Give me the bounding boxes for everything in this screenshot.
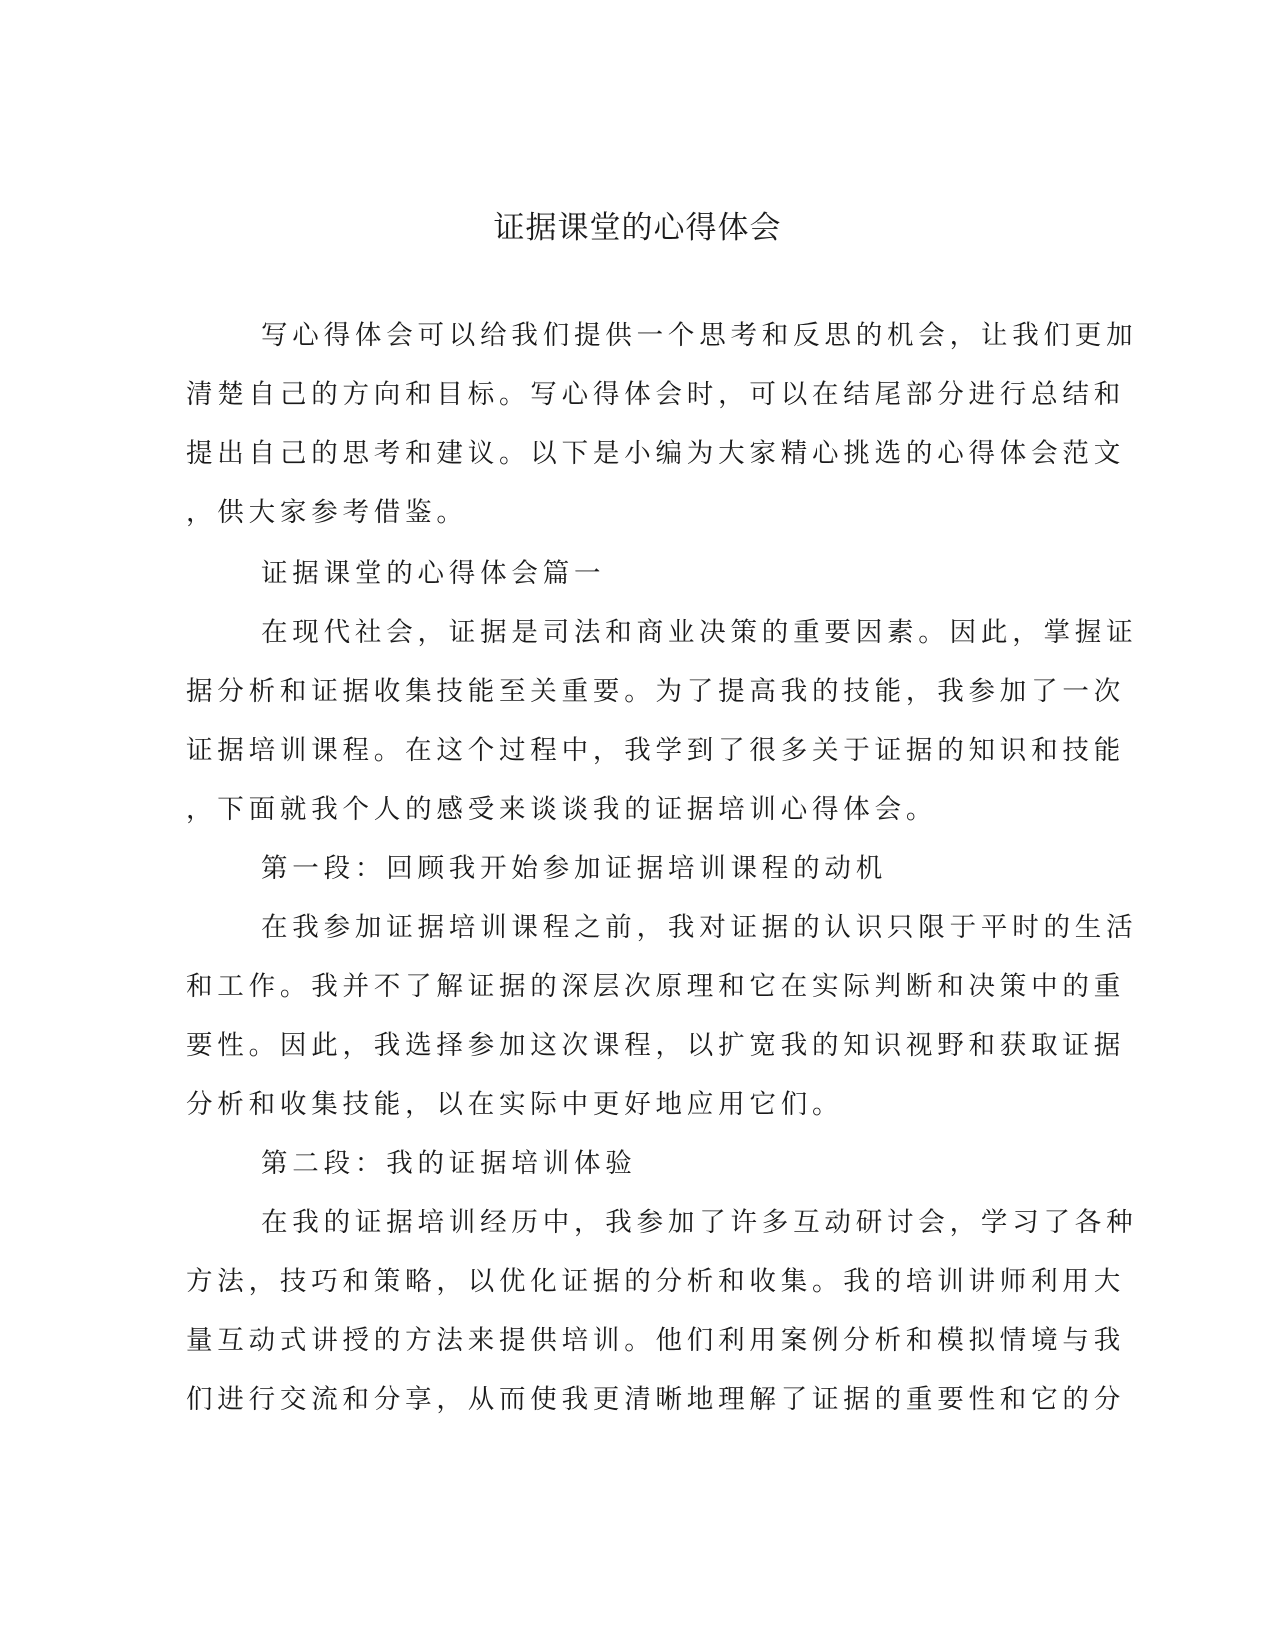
paragraph-line: ，供大家参考借鉴。 [186, 497, 468, 528]
document-title: 证据课堂的心得体会 [493, 210, 782, 246]
paragraph-line: 量互动式讲授的方法来提供培训。他们利用案例分析和模拟情境与我 [186, 1325, 1125, 1356]
paragraph-line: 写心得体会可以给我们提供一个思考和反思的机会，让我们更加 [261, 320, 1138, 351]
paragraph-line: 清楚自己的方向和目标。写心得体会时，可以在结尾部分进行总结和 [186, 379, 1125, 410]
section-heading: 第二段：我的证据培训体验 [261, 1148, 637, 1179]
paragraph-line: 分析和收集技能，以在实际中更好地应用它们。 [186, 1089, 844, 1120]
paragraph-line: 提出自己的思考和建议。以下是小编为大家精心挑选的心得体会范文 [186, 438, 1125, 469]
paragraph-line: ，下面就我个人的感受来谈谈我的证据培训心得体会。 [186, 794, 938, 825]
paragraph-line: 方法，技巧和策略，以优化证据的分析和收集。我的培训讲师利用大 [186, 1266, 1125, 1297]
paragraph-line: 们进行交流和分享，从而使我更清晰地理解了证据的重要性和它的分 [186, 1384, 1125, 1415]
paragraph-line: 据分析和证据收集技能至关重要。为了提高我的技能，我参加了一次 [186, 676, 1125, 707]
paragraph-line: 在现代社会，证据是司法和商业决策的重要因素。因此，掌握证 [261, 617, 1138, 648]
paragraph-line: 要性。因此，我选择参加这次课程，以扩宽我的知识视野和获取证据 [186, 1030, 1125, 1061]
section-heading: 第一段：回顾我开始参加证据培训课程的动机 [261, 853, 887, 884]
paragraph-line: 在我参加证据培训课程之前，我对证据的认识只限于平时的生活 [261, 912, 1138, 943]
section-heading: 证据课堂的心得体会篇一 [261, 558, 606, 589]
paragraph-line: 和工作。我并不了解证据的深层次原理和它在实际判断和决策中的重 [186, 971, 1125, 1002]
paragraph-line: 在我的证据培训经历中，我参加了许多互动研讨会，学习了各种 [261, 1207, 1138, 1238]
paragraph-line: 证据培训课程。在这个过程中，我学到了很多关于证据的知识和技能 [186, 735, 1125, 766]
